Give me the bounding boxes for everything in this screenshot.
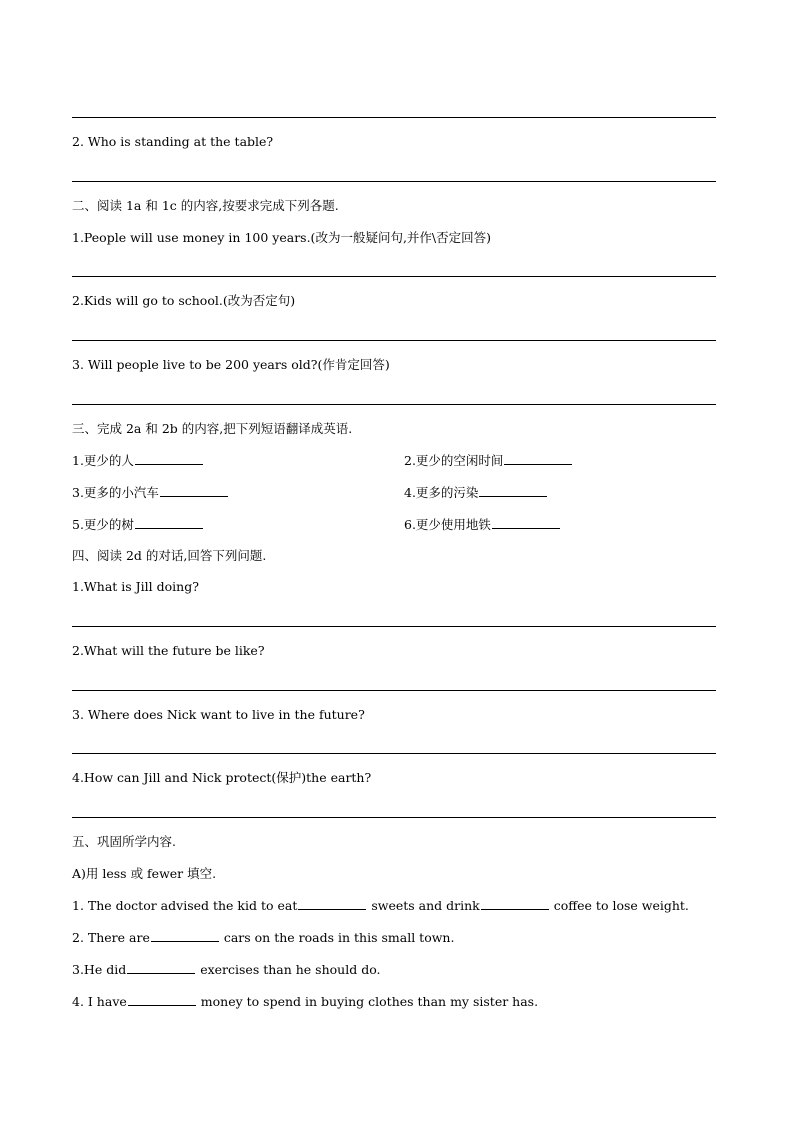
question-part: exercises than he should do. bbox=[200, 962, 381, 977]
question-text: 3. Where does Nick want to live in the future? bbox=[72, 707, 365, 722]
translation-item bbox=[72, 452, 204, 469]
answer-line bbox=[72, 117, 716, 118]
item-text: 5.更少的树 bbox=[72, 517, 134, 532]
question-text: 3. Will people live to be 200 years old?(作肯定回答) bbox=[72, 357, 390, 372]
section-heading: 五、巩固所学内容. bbox=[72, 834, 176, 849]
answer-line bbox=[72, 626, 716, 627]
question-part: sweets and drink bbox=[371, 898, 480, 913]
answer-line bbox=[72, 340, 716, 341]
translation-item bbox=[404, 484, 548, 501]
section-heading: 三、完成 2a 和 2b 的内容,把下列短语翻译成英语. bbox=[72, 421, 353, 436]
fill-in-question bbox=[72, 961, 380, 978]
answer-line bbox=[72, 404, 716, 405]
section-heading: 四、阅读 2d 的对话,回答下列问题. bbox=[72, 548, 267, 563]
item-text: 4.更多的污染 bbox=[404, 485, 479, 500]
item-text: 6.更少使用地铁 bbox=[404, 517, 491, 532]
question-part: 2. There are bbox=[72, 930, 150, 945]
fill-in-question bbox=[72, 993, 538, 1010]
fill-blank[interactable] bbox=[160, 484, 228, 497]
question-text: 2.Kids will go to school.(改为否定句) bbox=[72, 293, 296, 308]
answer-line bbox=[72, 276, 716, 277]
question-part: 4. I have bbox=[72, 994, 127, 1009]
item-text: 1.更少的人 bbox=[72, 453, 134, 468]
fill-blank[interactable] bbox=[127, 961, 195, 974]
question-part: 1. The doctor advised the kid to eat bbox=[72, 898, 298, 913]
section-heading: 二、阅读 1a 和 1c 的内容,按要求完成下列各题. bbox=[72, 198, 339, 213]
translation-item bbox=[404, 452, 573, 469]
answer-line bbox=[72, 817, 716, 818]
fill-blank[interactable] bbox=[135, 516, 203, 529]
question-text: 2. Who is standing at the table? bbox=[72, 134, 274, 149]
answer-line bbox=[72, 690, 716, 691]
answer-line bbox=[72, 753, 716, 754]
question-part: 3.He did bbox=[72, 962, 127, 977]
question-text: 1.People will use money in 100 years.(改为一般疑问句,并作\否定回答) bbox=[72, 230, 492, 245]
question-part: coffee to lose weight. bbox=[553, 898, 689, 913]
translation-item bbox=[72, 484, 229, 501]
fill-blank[interactable] bbox=[481, 897, 549, 910]
fill-blank[interactable] bbox=[492, 516, 560, 529]
question-part: money to spend in buying clothes than my sister has. bbox=[200, 994, 539, 1009]
fill-blank[interactable] bbox=[135, 452, 203, 465]
item-text: 3.更多的小汽车 bbox=[72, 485, 159, 500]
fill-blank[interactable] bbox=[128, 993, 196, 1006]
fill-blank[interactable] bbox=[479, 484, 547, 497]
translation-item bbox=[72, 516, 204, 533]
fill-blank[interactable] bbox=[504, 452, 572, 465]
question-text: 4.How can Jill and Nick protect(保护)the earth? bbox=[72, 770, 372, 785]
translation-item bbox=[404, 516, 561, 533]
sub-heading: A)用 less 或 fewer 填空. bbox=[72, 866, 217, 881]
answer-line bbox=[72, 181, 716, 182]
fill-in-question bbox=[72, 929, 454, 946]
fill-blank[interactable] bbox=[151, 929, 219, 942]
question-text: 1.What is Jill doing? bbox=[72, 579, 199, 594]
item-text: 2.更少的空闲时间 bbox=[404, 453, 504, 468]
question-part: cars on the roads in this small town. bbox=[223, 930, 455, 945]
fill-in-question bbox=[72, 897, 689, 914]
fill-blank[interactable] bbox=[298, 897, 366, 910]
question-text: 2.What will the future be like? bbox=[72, 643, 265, 658]
